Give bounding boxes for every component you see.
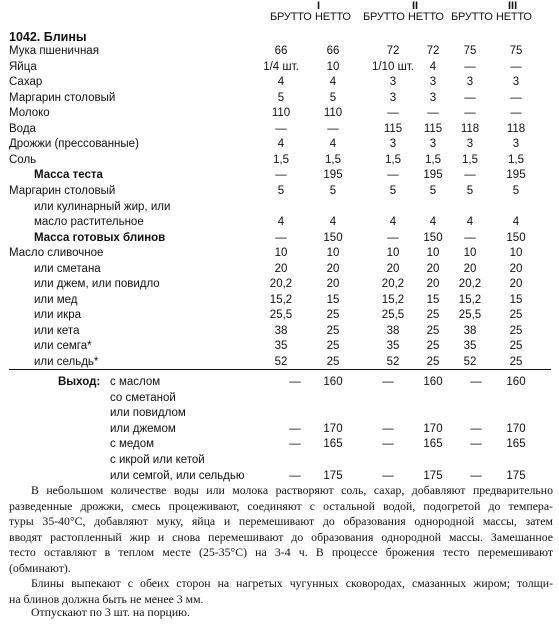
net-value-cell: 15	[326, 293, 340, 306]
net-value-cell: 5	[429, 184, 437, 197]
output-line-label: или семгой, или сельдью	[110, 469, 245, 482]
column-group-1-numeral: I	[317, 0, 321, 12]
net-value-cell: 72	[426, 45, 440, 57]
output-line-label: с медом	[110, 438, 155, 451]
net-value-cell: 20	[509, 278, 523, 291]
net-value-cell: 25	[426, 356, 440, 368]
ingredient-name: Масса теста	[34, 169, 103, 182]
ingredient-name: Яйца	[9, 60, 37, 73]
gross-output-value: —	[289, 422, 301, 435]
net-output-value: 175	[423, 469, 443, 482]
ingredient-row	[0, 309, 559, 324]
net-output-value: 175	[323, 469, 343, 482]
gross-output-value: —	[382, 376, 394, 388]
gross-value-cell: 20	[463, 262, 477, 275]
gross-value-cell: 4	[277, 76, 285, 89]
net-value-cell: 20	[426, 262, 440, 275]
gross-value-cell: 3	[389, 138, 397, 151]
net-value-cell: 25	[326, 324, 340, 337]
gross-value-cell: 20,2	[269, 278, 293, 291]
net-value-cell: 5	[329, 184, 337, 197]
net-value-cell: 10	[326, 60, 340, 73]
gross-value-cell: —	[464, 91, 476, 104]
net-value-cell: —	[510, 91, 522, 104]
gross-value-cell: 4	[277, 216, 285, 229]
gross-value-cell: 5	[466, 184, 474, 197]
gross-value-cell: 1,5	[273, 153, 289, 166]
net-output-value: 160	[423, 376, 443, 388]
output-line-label: или джемом	[110, 422, 176, 435]
net-value-cell: 15	[426, 293, 440, 306]
ingredient-row	[0, 169, 559, 184]
output-line-label: с маслом	[110, 376, 161, 388]
net-value-cell: 15	[509, 293, 523, 306]
net-value-cell: 3	[512, 76, 520, 89]
gross-value-cell: 5	[389, 184, 397, 197]
gross-value-cell: —	[275, 169, 287, 182]
gross-output-value: —	[470, 376, 482, 388]
ingredient-row	[0, 185, 559, 200]
preparation-paragraph	[9, 483, 553, 576]
ingredient-row	[0, 247, 559, 262]
net-value-cell: 25	[509, 309, 523, 322]
net-value-cell: 3	[429, 91, 437, 104]
net-value-cell: 10	[509, 247, 523, 260]
column-header-gross-1: БРУТТО	[270, 11, 312, 23]
gross-value-cell: 1/10 шт.	[372, 60, 414, 73]
ingredient-name: или джем, или повидло	[34, 278, 160, 291]
gross-value-cell: 5	[277, 91, 285, 104]
gross-output-value: —	[289, 438, 301, 451]
paragraph-line: Отпускают по 3 шт. на порцию.	[31, 605, 190, 619]
ingredient-row	[0, 278, 559, 293]
gross-value-cell: 1,5	[462, 153, 478, 166]
net-value-cell: 3	[429, 138, 437, 151]
paragraph-line: вводят растопленный жир и снова перемешивают до образования однородной массы. Замешанное	[9, 529, 553, 544]
net-value-cell: 4	[429, 216, 437, 229]
gross-value-cell: 35	[386, 340, 400, 353]
paragraph-line: туры 35-40°С, добавляют муку, яйца и перемешивают до образования однородной массы, затем	[9, 514, 553, 528]
gross-value-cell: 3	[389, 91, 397, 104]
net-value-cell: 4	[329, 216, 337, 229]
ingredient-name: Сахар	[9, 76, 43, 89]
column-header-gross-2: БРУТТО	[363, 11, 405, 23]
gross-value-cell: 52	[463, 356, 477, 368]
gross-output-value: —	[382, 438, 394, 451]
net-output-value: 165	[506, 438, 526, 451]
net-value-cell: 25	[326, 340, 340, 353]
ingredient-name: или сельдь*	[34, 356, 99, 368]
gross-output-value: —	[470, 438, 482, 451]
gross-value-cell: 38	[386, 324, 400, 337]
gross-value-cell: 20	[274, 262, 288, 275]
ingredient-name: или семга*	[34, 340, 92, 353]
paragraph-line: тесто оставляют в теплом месте (25-35°С) на 3-4 ч. В процессе брожения тесто перемешивают	[9, 545, 553, 559]
preparation-paragraph	[9, 576, 553, 607]
gross-value-cell: 3	[466, 138, 474, 151]
net-output-value: 170	[506, 422, 526, 435]
net-output-value: 165	[323, 438, 343, 451]
gross-value-cell: 3	[389, 76, 397, 89]
ingredient-row	[0, 92, 559, 107]
ingredient-row	[0, 340, 559, 355]
net-value-cell: 150	[506, 231, 526, 244]
net-value-cell: —	[427, 107, 439, 120]
gross-value-cell: 25,5	[458, 309, 482, 322]
output-line-label: с икрой или кетой	[110, 454, 205, 466]
ingredient-name: или икра	[34, 309, 81, 322]
gross-value-cell: 20,2	[381, 278, 405, 291]
net-value-cell: 115	[423, 122, 443, 135]
net-value-cell: 110	[323, 107, 343, 120]
gross-output-value: —	[289, 376, 301, 388]
column-group-3-numeral: III	[508, 0, 518, 12]
ingredient-name: Дрожжи (прессованные)	[9, 138, 139, 151]
net-value-cell: —	[510, 107, 522, 120]
gross-value-cell: 115	[383, 122, 403, 135]
ingredient-name: Молоко	[9, 107, 50, 120]
gross-value-cell: 10	[274, 247, 288, 260]
ingredient-row	[0, 232, 559, 247]
net-value-cell: 118	[506, 122, 526, 135]
net-value-cell: 5	[512, 184, 520, 197]
net-output-value: 160	[506, 376, 526, 388]
gross-output-value: —	[289, 469, 301, 482]
net-value-cell: 4	[329, 76, 337, 89]
gross-value-cell: —	[387, 107, 399, 120]
paragraph-line: В небольшом количестве воды или молока растворяют соль, сахар, добавляют предварительно	[31, 483, 553, 497]
paragraph-line: разведенные дрожжи, смесь процеживают, соединяют с остальной водой, подогретой до темпера-	[9, 498, 553, 513]
gross-value-cell: 15,2	[269, 293, 293, 306]
ingredient-row	[0, 325, 559, 340]
net-value-cell: 20	[509, 262, 523, 275]
gross-value-cell: —	[275, 122, 287, 135]
ingredient-row	[0, 201, 559, 216]
net-output-value: 170	[423, 422, 443, 435]
gross-value-cell: 10	[463, 247, 477, 260]
net-value-cell: 195	[506, 169, 526, 182]
ingredient-row	[0, 216, 559, 231]
gross-output-value: —	[470, 422, 482, 435]
net-value-cell: 25	[426, 309, 440, 322]
net-value-cell: 25	[509, 324, 523, 337]
gross-value-cell: 110	[271, 107, 291, 120]
net-value-cell: 25	[426, 324, 440, 337]
net-value-cell: 4	[429, 60, 437, 73]
net-value-cell: 195	[423, 169, 443, 182]
column-header-net-2: НЕТТО	[408, 11, 444, 23]
ingredient-row	[0, 294, 559, 309]
gross-value-cell: —	[464, 231, 476, 244]
gross-value-cell: —	[387, 231, 399, 244]
net-value-cell: 20	[426, 278, 440, 291]
net-value-cell: 1,5	[325, 153, 341, 166]
net-value-cell: 25	[326, 356, 340, 368]
net-value-cell: 20	[326, 262, 340, 275]
net-value-cell: —	[327, 122, 339, 135]
gross-value-cell: 3	[466, 76, 474, 89]
net-value-cell: 150	[423, 231, 443, 244]
gross-value-cell: 38	[274, 324, 288, 337]
gross-value-cell: 35	[463, 340, 477, 353]
gross-value-cell: 15,2	[381, 293, 405, 306]
ingredient-row	[0, 61, 559, 76]
column-header-net-1: НЕТТО	[315, 11, 351, 23]
gross-value-cell: 5	[277, 184, 285, 197]
ingredient-row	[0, 138, 559, 153]
ingredient-name: Мука пшеничная	[9, 45, 99, 57]
gross-output-value: —	[382, 469, 394, 482]
gross-value-cell: —	[464, 107, 476, 120]
output-line-label: или повидлом	[110, 407, 186, 420]
column-header-gross-3: БРУТТО	[451, 11, 493, 23]
gross-value-cell: 4	[389, 216, 397, 229]
gross-value-cell: 52	[386, 356, 400, 368]
gross-value-cell: 75	[463, 45, 477, 57]
ingredient-name: Масса готовых блинов	[34, 231, 166, 244]
net-output-value: 160	[323, 376, 343, 388]
paragraph-line: Блины выпекают с обеих сторон на нагретых чугунных сковородах, смазанных жиром; толщи-	[31, 576, 553, 590]
paragraph-line: (обминают).	[9, 560, 71, 575]
net-value-cell: 1,5	[508, 153, 524, 166]
ingredient-row	[0, 107, 559, 122]
output-heading: Выход:	[58, 376, 101, 388]
gross-value-cell: 118	[460, 122, 480, 135]
ingredient-name: Масло сливочное	[9, 247, 104, 260]
ingredient-name: или кета	[34, 324, 80, 337]
gross-value-cell: 20,2	[458, 278, 482, 291]
ingredient-row	[0, 123, 559, 138]
gross-value-cell: —	[464, 169, 476, 182]
gross-value-cell: 72	[386, 45, 400, 57]
net-value-cell: 150	[323, 231, 343, 244]
gross-value-cell: 10	[386, 247, 400, 260]
ingredient-name: масло растительное	[34, 216, 144, 229]
ingredient-name: или мед	[34, 293, 78, 306]
net-value-cell: 25	[326, 309, 340, 322]
ingredient-row	[0, 154, 559, 169]
ingredient-row	[0, 76, 559, 91]
gross-value-cell: 25,5	[269, 309, 293, 322]
net-value-cell: 10	[426, 247, 440, 260]
column-header-net-3: НЕТТО	[496, 11, 532, 23]
net-output-value: 175	[506, 469, 526, 482]
gross-value-cell: 38	[463, 324, 477, 337]
gross-value-cell: 4	[466, 216, 474, 229]
net-value-cell: 3	[512, 138, 520, 151]
net-value-cell: 5	[329, 91, 337, 104]
gross-value-cell: —	[387, 169, 399, 182]
gross-output-value: —	[470, 469, 482, 482]
gross-value-cell: 52	[274, 356, 288, 368]
net-value-cell: 10	[326, 247, 340, 260]
net-output-value: 165	[423, 438, 443, 451]
ingredient-name: Соль	[9, 153, 37, 166]
ingredient-row	[0, 45, 559, 60]
gross-value-cell: 1,5	[385, 153, 401, 166]
paragraph-line: на блинов должна быть не менее 3 мм.	[9, 591, 204, 606]
gross-value-cell: 20	[386, 262, 400, 275]
net-value-cell: 66	[326, 45, 340, 57]
net-value-cell: 3	[429, 76, 437, 89]
output-line-label: со сметаной	[110, 391, 176, 404]
table-divider	[9, 369, 551, 370]
net-output-value: 170	[323, 422, 343, 435]
ingredient-name: Маргарин столовый	[9, 91, 116, 104]
gross-value-cell: 35	[274, 340, 288, 353]
gross-value-cell: 25,5	[381, 309, 405, 322]
net-value-cell: 75	[509, 45, 523, 57]
gross-output-value: —	[382, 422, 394, 435]
net-value-cell: 195	[323, 169, 343, 182]
net-value-cell: 20	[326, 278, 340, 291]
ingredient-name: Маргарин столовый	[9, 184, 116, 197]
preparation-paragraph	[9, 605, 553, 621]
gross-value-cell: —	[275, 231, 287, 244]
recipe-title: 1042. Блины	[9, 30, 87, 44]
gross-value-cell: 1/4 шт.	[263, 60, 299, 73]
net-value-cell: 1,5	[425, 153, 441, 166]
gross-value-cell: —	[464, 60, 476, 73]
gross-value-cell: 15,2	[458, 293, 482, 306]
net-value-cell: 4	[329, 138, 337, 151]
ingredient-row	[0, 263, 559, 278]
gross-value-cell: 4	[277, 138, 285, 151]
net-value-cell: 25	[509, 356, 523, 368]
gross-value-cell: 66	[274, 45, 288, 57]
column-group-2-numeral: II	[412, 0, 419, 12]
ingredient-name: или кулинарный жир, или	[34, 200, 171, 213]
net-value-cell: 4	[512, 216, 520, 229]
ingredient-name: или сметана	[34, 262, 101, 275]
ingredient-name: Вода	[9, 122, 36, 135]
net-value-cell: —	[510, 60, 522, 73]
net-value-cell: 25	[509, 340, 523, 353]
net-value-cell: 25	[426, 340, 440, 353]
